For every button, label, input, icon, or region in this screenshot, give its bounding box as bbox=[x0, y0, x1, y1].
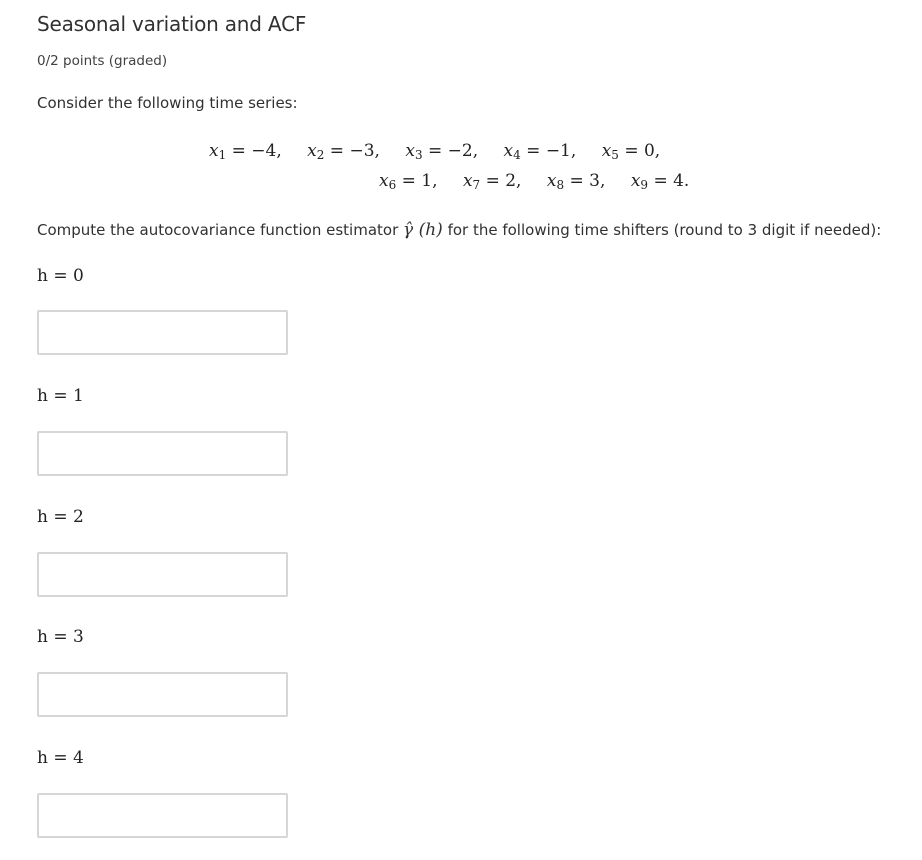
series-term-2: $x_2 = -3$, bbox=[307, 141, 380, 162]
series-term-6: $x_6 = 1$, bbox=[379, 171, 438, 192]
h2-answer-input[interactable] bbox=[37, 552, 288, 597]
series-term-9: $x_9 = 4$. bbox=[630, 171, 690, 192]
h1-answer-input[interactable] bbox=[37, 431, 288, 476]
question-text: Compute the autocovariance function estimator γ̂ (h) for the following time shifters (round to 3 digit if needed): bbox=[37, 220, 882, 240]
series-term-1: $x_1 = -4$, bbox=[209, 141, 282, 162]
h0-answer-input[interactable] bbox=[37, 310, 288, 355]
series-term-8: $x_8 = 3$, bbox=[546, 171, 606, 192]
h3-label: h = 3 bbox=[37, 627, 84, 647]
series-equation-line-1 bbox=[209, 141, 660, 162]
h3-answer-input[interactable] bbox=[37, 672, 288, 717]
series-equation-line-2 bbox=[379, 171, 689, 192]
series-term-4: $x_4 = -1$, bbox=[503, 141, 577, 162]
h4-label: h = 4 bbox=[37, 748, 84, 768]
h2-label: h = 2 bbox=[37, 507, 84, 527]
problem-title: Seasonal variation and ACF bbox=[37, 12, 307, 36]
series-term-7: $x_7 = 2$, bbox=[462, 171, 522, 192]
points-status: 0/2 points (graded) bbox=[37, 53, 168, 69]
h4-answer-input[interactable] bbox=[37, 793, 288, 838]
intro-text: Consider the following time series: bbox=[37, 94, 298, 112]
gamma-hat-symbol: γ̂ (h) bbox=[403, 220, 443, 240]
h0-label: h = 0 bbox=[37, 266, 84, 286]
h1-label: h = 1 bbox=[37, 386, 84, 406]
series-term-3: $x_3 = -2$, bbox=[405, 141, 479, 162]
series-term-5: $x_5 = 0$, bbox=[601, 141, 661, 162]
